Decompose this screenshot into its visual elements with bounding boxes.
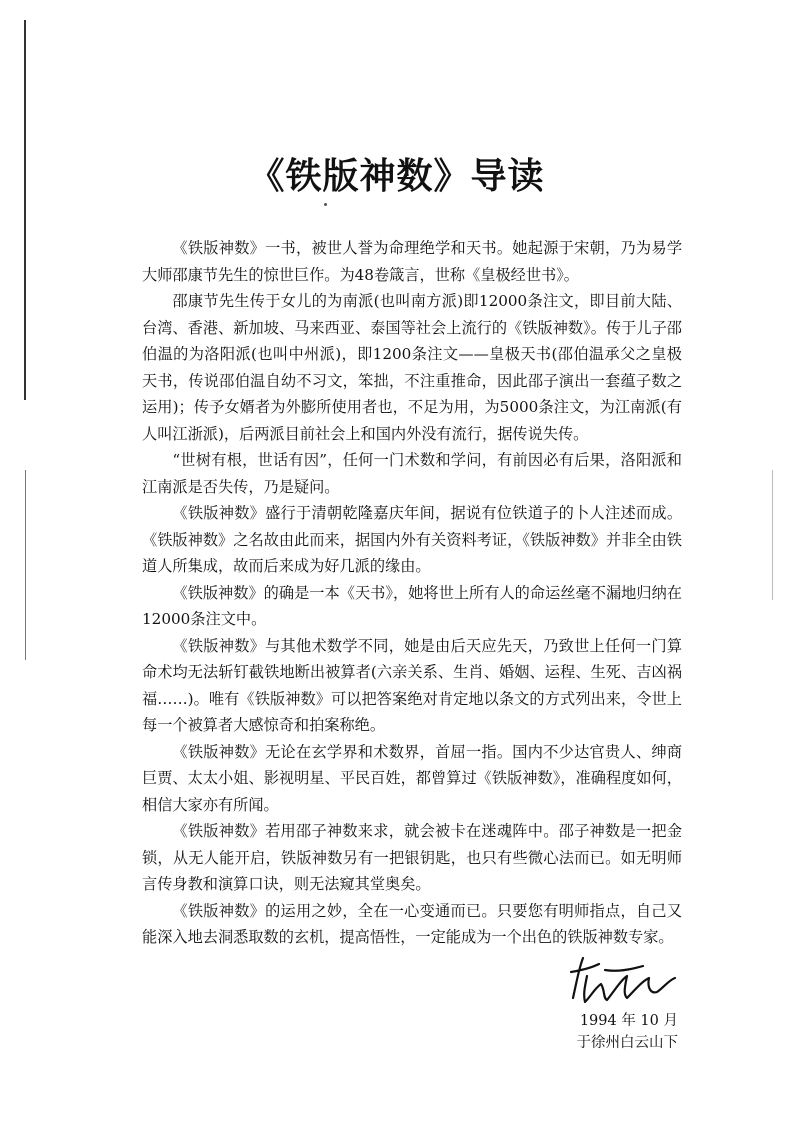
paragraph: 《铁版神数》的确是一本《天书》，她将世上所有人的命运丝毫不漏地归纳在12000条注文中。 xyxy=(142,583,682,628)
page-title: 《铁版神数》导读 xyxy=(248,156,545,197)
signature-place: 于徐州白云山下 xyxy=(576,1035,678,1051)
scan-dot xyxy=(324,203,327,206)
paragraph: 《铁版神数》盛行于清朝乾隆嘉庆年间，据说有位铁道子的卜人注述而成。《铁版神数》之名故由此而来，据国内外有关资料考证，《铁版神数》并非全由铁道人所集成，故而后来成为好几派的缘由。 xyxy=(142,504,682,575)
paragraph: 《铁版神数》无论在玄学界和术数界，首屈一指。国内不少达官贵人、绅商巨贾、太太小姐、影视明星、平民百姓，都曾算过《铁版神数》，准确程度如何，相信大家亦有所闻。 xyxy=(142,742,682,814)
paragraph: 《铁版神数》与其他术数学不同，她是由后天应先天，乃致世上任何一门算命术均无法斩钉截铁地断出被算者(六亲关系、生肖、婚姻、运程、生死、吉凶祸福……)。唯有《铁版神数》可以把答案绝对肯定地以条文的方式列出来，令世上每一个被算者大感惊奇和拍案称绝。 xyxy=(142,636,682,734)
scan-edge-mark xyxy=(772,470,773,600)
paragraph: “世树有根，世话有因”，任何一门术数和学问，有前因必有后果，洛阳派和江南派是否失传，乃是疑问。 xyxy=(142,451,682,496)
signature-date: 1994 年 10 月 xyxy=(579,1013,678,1029)
paragraph: 《铁版神数》的运用之妙，全在一心变通而已。只要您有明师指点，自己又能深入地去洞悉取数的玄机，提高悟性，一定能成为一个出色的铁版神数专家。 xyxy=(142,901,682,946)
page-binding-line-lower xyxy=(25,470,26,660)
paragraph: 《铁版神数》若用邵子神数来求，就会被卡在迷魂阵中。邵子神数是一把金锁，从无人能开启，铁版神数另有一把银钥匙，也只有些微心法而已。如无明师言传身教和演算口诀，则无法窥其堂奥矣。 xyxy=(142,822,682,893)
page-binding-line xyxy=(24,20,26,400)
body-text xyxy=(142,235,682,951)
paragraph: 邵康节先生传于女儿的为南派(也叫南方派)即12000条注文，即目前大陆、台湾、香港、新加坡、马来西亚、泰国等社会上流行的《铁版神数》。传于儿子邵伯温的为洛阳派(也叫中州派)，即1200条注文——皇极天书(邵伯温承父之皇极天书，传说邵伯温自幼不习文，笨拙，不注重推命，因此邵子演出一套蕴子数之运用)；传予女婿者为外膨所使用者也，不足为用，为5000条注文，为江南派(有人叫江浙派)，后两派目前社会上和国内外没有流行，据传说失传。 xyxy=(142,292,682,443)
handwritten-signature xyxy=(565,950,685,1010)
paragraph: 《铁版神数》一书，被世人誉为命理绝学和天书。她起源于宋朝，乃为易学大师邵康节先生的惊世巨作。为48卷箴言，世称《皇极经世书》。 xyxy=(142,239,682,284)
